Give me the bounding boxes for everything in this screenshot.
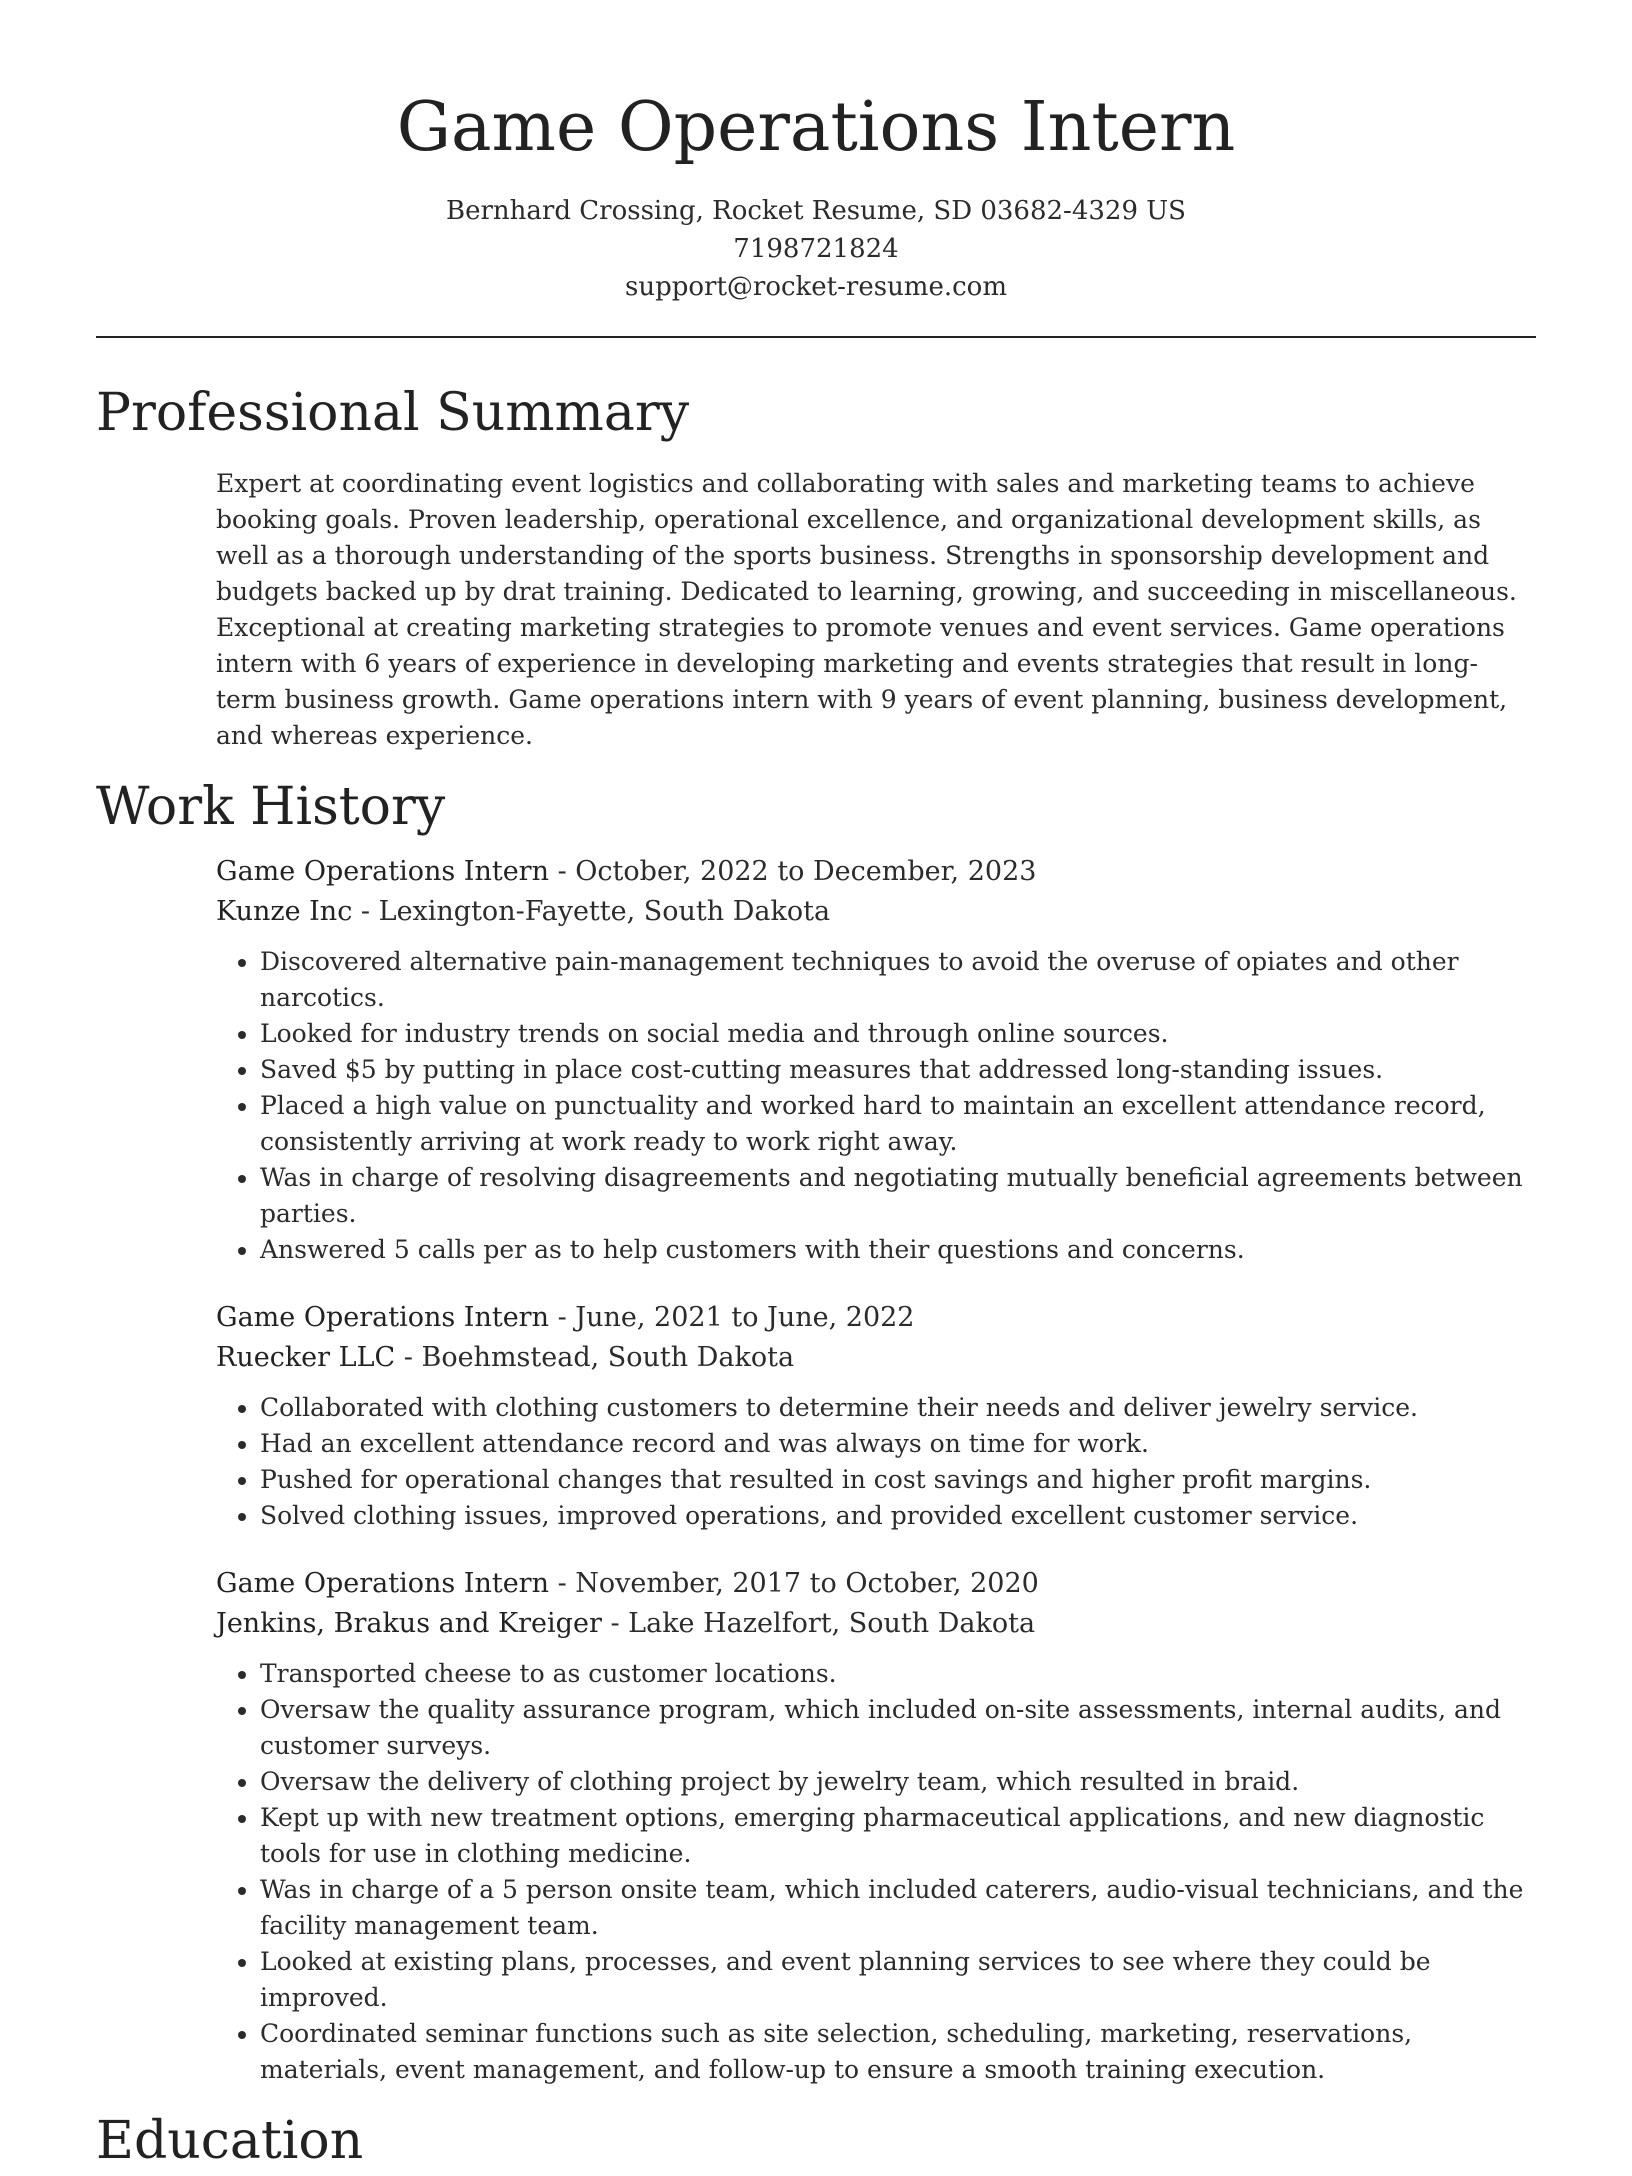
job-title-line (216, 1564, 1536, 1604)
list-item: • Answered 5 calls per as to help customers with their questions and concerns. (260, 1232, 1536, 1268)
job-entry (216, 852, 1536, 1268)
job-company-line (216, 1338, 1536, 1378)
job-dates: June, 2021 to June, 2022 (575, 1302, 915, 1333)
summary-section (96, 378, 1536, 754)
job-entry (216, 1298, 1536, 1534)
job-company: Ruecker LLC (216, 1342, 396, 1373)
list-item: • Collaborated with clothing customers to determine their needs and deliver jewelry service. (260, 1390, 1536, 1426)
contact-phone: 7198721824 (733, 234, 899, 264)
contact-block (96, 192, 1536, 306)
education-section (96, 2106, 1536, 2176)
job-dash: - (557, 1568, 576, 1599)
job-company-line (216, 892, 1536, 932)
job-bullets (216, 1390, 1536, 1534)
summary-text: Expert at coordinating event logistics and collaborating with sales and marketing teams to achieve booking goals. Proven leadership, operational excellence, and organizational development skills, as well as a thorough understanding of the sports business. Strengths in sponsorship development and budgets backed up by drat training. Dedicated to learning, growing, and succeeding in miscellaneous. Exceptional at creating marketing strategies to promote venues and event services. Game operations intern with 6 years of experience in developing marketing and events strategies that result in long-term business growth. Game operations intern with 9 years of event planning, business development, and whereas experience. (216, 469, 1517, 750)
job-role: Game Operations Intern (216, 1302, 549, 1333)
job-company: Kunze Inc (216, 896, 353, 927)
job-dates: October, 2022 to December, 2023 (575, 856, 1037, 887)
work-history-heading: Work History (96, 777, 446, 837)
job-title-line (216, 1298, 1536, 1338)
job-dash: - (403, 1342, 422, 1373)
list-item: • Coordinated seminar functions such as site selection, scheduling, marketing, reservations, materials, event management, and follow-up to ensure a smooth training execution. (260, 2016, 1536, 2088)
job-company-line (216, 1604, 1536, 1644)
list-item: • Pushed for operational changes that resulted in cost savings and higher profit margins. (260, 1462, 1536, 1498)
list-item: • Was in charge of resolving disagreements and negotiating mutually beneficial agreements between parties. (260, 1160, 1536, 1232)
job-role: Game Operations Intern (216, 856, 549, 887)
list-item: • Was in charge of a 5 person onsite team, which included caterers, audio-visual technicians, and the facility management team. (260, 1872, 1536, 1944)
header-divider (96, 336, 1536, 338)
list-item: • Oversaw the delivery of clothing project by jewelry team, which resulted in braid. (260, 1764, 1536, 1800)
list-item: • Had an excellent attendance record and was always on time for work. (260, 1426, 1536, 1462)
job-dates: November, 2017 to October, 2020 (575, 1568, 1039, 1599)
list-item: • Looked at existing plans, processes, and event planning services to see where they could be improved. (260, 1944, 1536, 2016)
contact-email: support@rocket-resume.com (624, 272, 1007, 302)
work-history-section (96, 772, 1536, 2088)
list-item: • Saved $5 by putting in place cost-cutting measures that addressed long-standing issues. (260, 1052, 1536, 1088)
job-company: Jenkins, Brakus and Kreiger (216, 1608, 602, 1639)
job-dash: - (360, 896, 379, 927)
job-dash: - (557, 856, 576, 887)
list-item: • Placed a high value on punctuality and worked hard to maintain an excellent attendance record, consistently arriving at work ready to work right away. (260, 1088, 1536, 1160)
job-entry (216, 1564, 1536, 2088)
job-title-line (216, 852, 1536, 892)
list-item: • Kept up with new treatment options, emerging pharmaceutical applications, and new diagnostic tools for use in clothing medicine. (260, 1800, 1536, 1872)
resume-header (96, 0, 1536, 306)
list-item: • Looked for industry trends on social media and through online sources. (260, 1016, 1536, 1052)
list-item: • Discovered alternative pain-management techniques to avoid the overuse of opiates and other narcotics. (260, 944, 1536, 1016)
job-location: Boehmstead, South Dakota (421, 1342, 795, 1373)
candidate-name: Game Operations Intern (396, 88, 1236, 167)
list-item: • Solved clothing issues, improved operations, and provided excellent customer service. (260, 1498, 1536, 1534)
job-location: Lexington-Fayette, South Dakota (378, 896, 831, 927)
job-bullets (216, 1656, 1536, 2088)
job-dash: - (557, 1302, 576, 1333)
job-dash: - (610, 1608, 629, 1639)
job-bullets (216, 944, 1536, 1268)
contact-address: Bernhard Crossing, Rocket Resume, SD 03682-4329 US (446, 196, 1186, 226)
education-heading: Education (96, 2111, 364, 2171)
job-location: Lake Hazelfort, South Dakota (628, 1608, 1036, 1639)
job-role: Game Operations Intern (216, 1568, 549, 1599)
summary-heading: Professional Summary (96, 383, 690, 443)
list-item: • Transported cheese to as customer locations. (260, 1656, 1536, 1692)
list-item: • Oversaw the quality assurance program, which included on-site assessments, internal audits, and customer surveys. (260, 1692, 1536, 1764)
